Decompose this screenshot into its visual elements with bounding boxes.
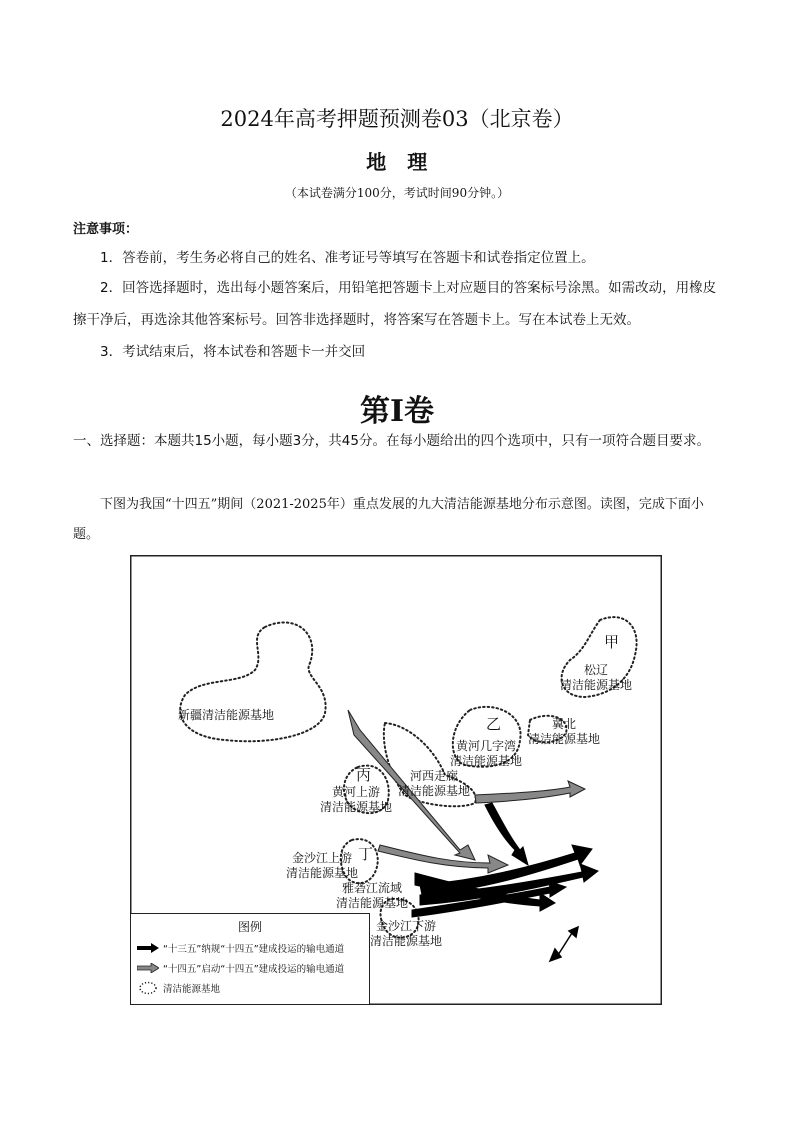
songliao-name: 松辽 [584, 663, 609, 677]
huanghe-jizi-suffix: 清洁能源基地 [450, 754, 523, 768]
hexi-name: 河西走廊 [410, 769, 459, 783]
yalong-name: 雅砻江流域 [342, 881, 403, 895]
section-title: 第Ⅰ卷 [359, 394, 435, 429]
energy-base-map [130, 555, 662, 1005]
label-xinjiang: 新疆清洁能源基地 [178, 708, 275, 722]
legend-label-grey: “十四五”启动“十四五”建成投运的输电通道 [163, 964, 345, 975]
label-jia: 甲 [604, 633, 620, 651]
label-jinsha-xiayou [370, 919, 442, 949]
label-huanghe-shangyou [320, 785, 392, 815]
label-ding: 丁 [358, 845, 374, 863]
section-instruction: 一、选择题：本题共15小题，每小题3分，共45分。在每小题给出的四个选项中，只有一项符合题目要求。 [73, 433, 710, 449]
label-yi: 乙 [486, 715, 502, 733]
huanghe-shangyou-suffix: 清洁能源基地 [320, 800, 393, 814]
grey-arrow-icon [137, 963, 159, 973]
jinsha-xiayou-name: 金沙江下游 [376, 919, 437, 933]
subject-title: 地 理 [366, 150, 428, 174]
exam-note: （本试卷满分100分，考试时间90分钟。） [284, 186, 510, 200]
legend-item-grey [137, 960, 344, 976]
notice-item-1: 1．答卷前，考生务必将自己的姓名、准考证号等填写在答题卡和试卷指定位置上。 [100, 250, 595, 266]
yalong-suffix: 清洁能源基地 [336, 896, 409, 910]
legend-label-black: “十三五”纳规“十四五”建成投运的输电通道 [163, 944, 345, 955]
legend-item-black [137, 940, 344, 956]
label-bing: 丙 [356, 766, 372, 784]
label-hexi [398, 769, 470, 799]
label-yalong [336, 881, 408, 911]
jinsha-shangyou-suffix: 清洁能源基地 [286, 866, 359, 880]
jibei-name: 冀北 [552, 717, 577, 731]
huanghe-shangyou-name: 黄河上游 [332, 785, 381, 799]
hexi-suffix: 清洁能源基地 [398, 784, 471, 798]
label-huanghe-jizi [450, 739, 522, 769]
label-jibei [528, 717, 600, 747]
exam-title: 2024年高考押题预测卷03（北京卷） [220, 107, 574, 131]
huanghe-jizi-name: 黄河几字湾 [456, 739, 517, 753]
notice-title: 注意事项： [73, 222, 139, 237]
notice-item-3: 3．考试结束后，将本试卷和答题卡一并交回 [100, 344, 366, 360]
jibei-suffix: 清洁能源基地 [528, 732, 601, 746]
question-intro: 下图为我国“十四五”期间（2021-2025年）重点发展的九大清洁能源基地分布示意图。读图，完成下面小题。 [73, 497, 704, 542]
legend-label-base: 清洁能源基地 [163, 984, 221, 995]
label-songliao [560, 663, 632, 693]
dotted-circle-icon [137, 981, 159, 995]
notice-item-2: 2．回答选择题时，选出每小题答案后，用铅笔把答题卡上对应题目的答案标号涂黑。如需改动，用橡皮擦干净后，再选涂其他答案标号。回答非选择题时，将答案写在答题卡上。写在本试卷上无效。 [73, 280, 717, 328]
black-arrow-icon [137, 943, 159, 953]
songliao-suffix: 清洁能源基地 [560, 678, 633, 692]
jinsha-xiayou-suffix: 清洁能源基地 [370, 934, 443, 948]
legend-item-base [137, 980, 220, 996]
label-jinsha-shangyou [286, 851, 358, 881]
jinsha-shangyou-name: 金沙江上游 [292, 851, 353, 865]
map-legend [131, 913, 370, 1004]
legend-title: 图例 [237, 920, 262, 934]
